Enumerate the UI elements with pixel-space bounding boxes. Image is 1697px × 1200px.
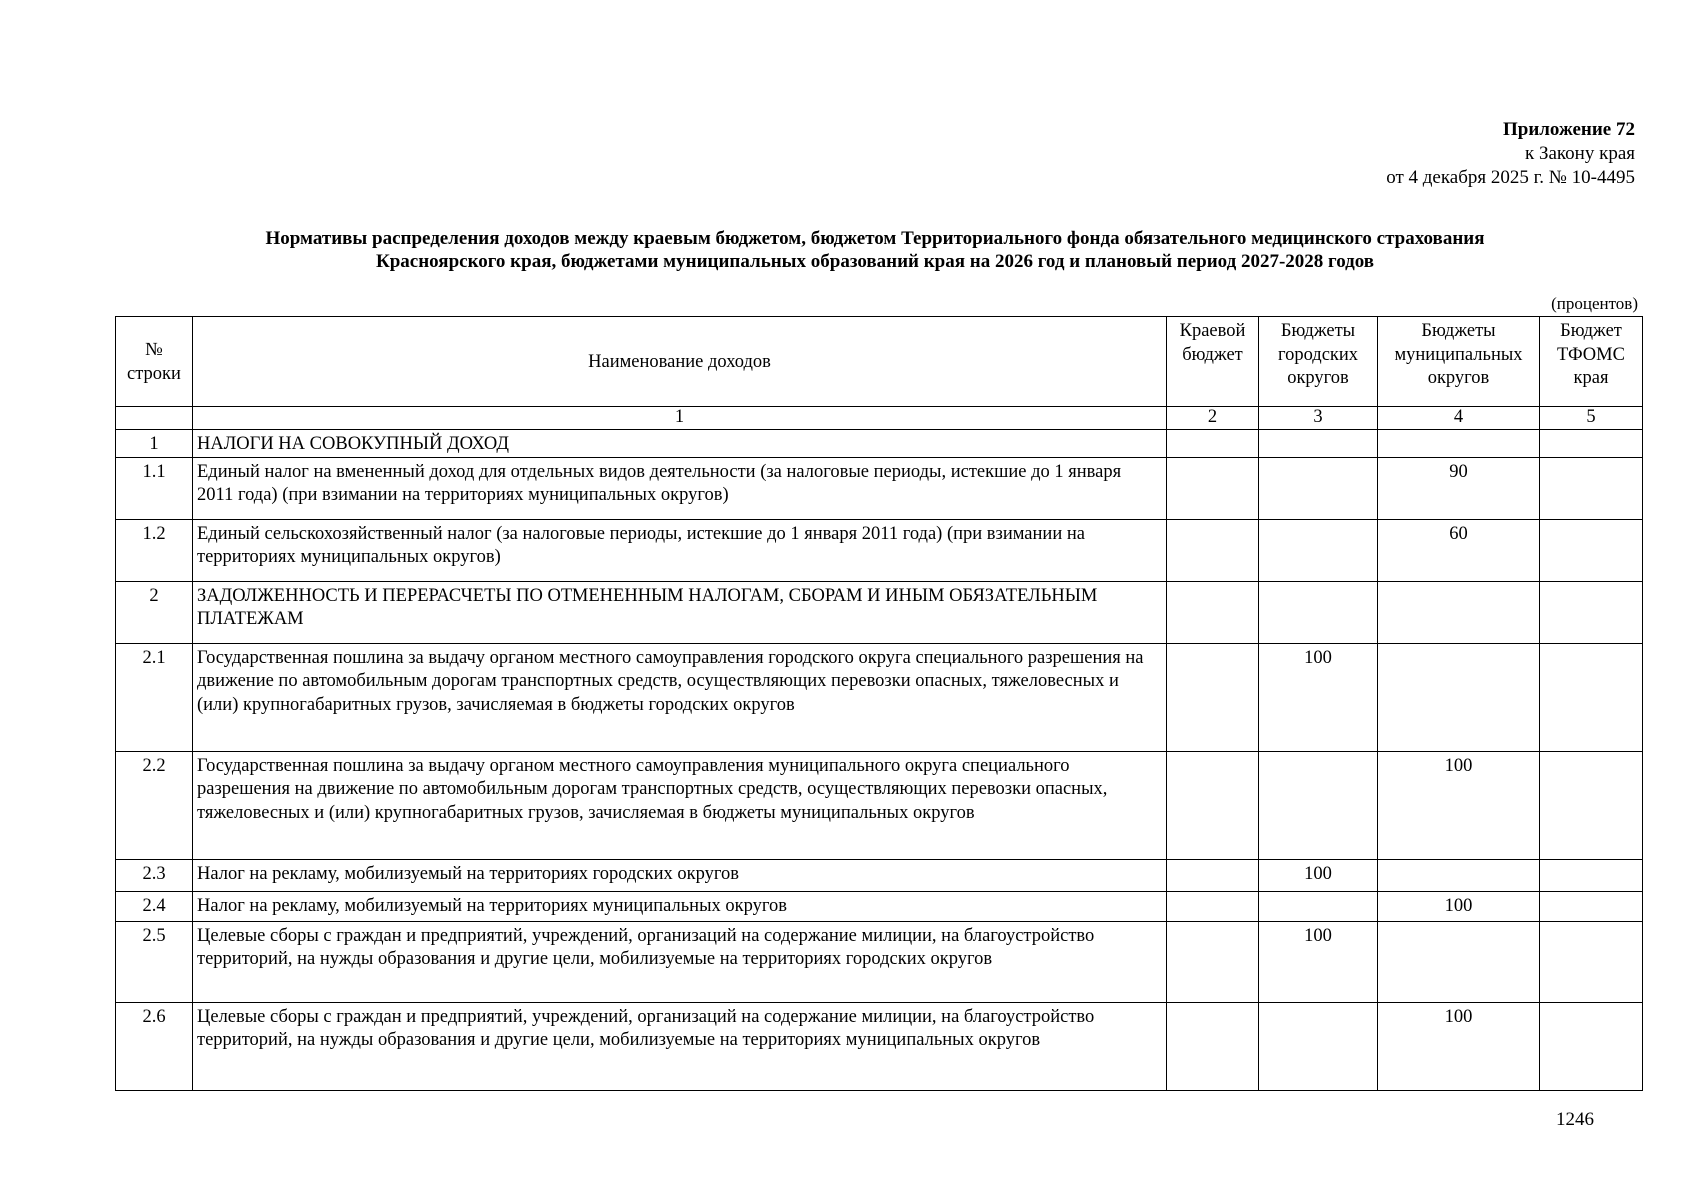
table-header-row [116, 317, 1643, 407]
column-number: 5 [1540, 407, 1643, 430]
header-row-number: № строки [116, 317, 193, 407]
tfoms-budget-cell [1540, 519, 1643, 581]
tfoms-budget-cell [1540, 891, 1643, 921]
city-budgets-cell: 100 [1259, 859, 1378, 891]
table-row [116, 921, 1643, 1002]
row-number-cell: 2 [116, 581, 193, 643]
income-name-cell: Целевые сборы с граждан и предприятий, учреждений, организаций на содержание милиции, на благоустройство территорий, на нужды образования и другие цели, мобилизуемые на территориях муниципальных округов [193, 1002, 1167, 1090]
table-row [116, 643, 1643, 751]
appendix-law-line: к Закону края [1524, 143, 1635, 164]
document-title [150, 227, 1600, 273]
row-number-cell: 1.1 [116, 457, 193, 519]
city-budgets-cell [1259, 891, 1378, 921]
regional-budget-cell [1167, 921, 1259, 1002]
column-number: 2 [1167, 407, 1259, 430]
income-name-cell: НАЛОГИ НА СОВОКУПНЫЙ ДОХОД [193, 430, 1167, 458]
income-name-cell: Государственная пошлина за выдачу органом местного самоуправления муниципального округа специального разрешения на движение по автомобильным дорогам транспортных средств, осуществляющих перевозки опасных, тяжеловесных и (или) крупногабаритных грузов, зачисляемая в бюджеты муниципальных округов [193, 751, 1167, 859]
tfoms-budget-cell [1540, 751, 1643, 859]
regional-budget-cell [1167, 859, 1259, 891]
tfoms-budget-cell [1540, 921, 1643, 1002]
city-budgets-cell: 100 [1259, 643, 1378, 751]
regional-budget-cell [1167, 581, 1259, 643]
municipal-budgets-cell [1378, 430, 1540, 458]
municipal-budgets-cell: 100 [1378, 891, 1540, 921]
regional-budget-cell [1167, 643, 1259, 751]
document-title-line-1: Нормативы распределения доходов между краевым бюджетом, бюджетом Территориального фонда обязательного медицинского страхования [265, 228, 1485, 249]
column-number-blank [116, 407, 193, 430]
income-name-cell: Единый налог на вмененный доход для отдельных видов деятельности (за налоговые периоды, истекшие до 1 января 2011 года) (при взимании на территориях муниципальных округов) [193, 457, 1167, 519]
table-row [116, 891, 1643, 921]
row-number-cell: 2.1 [116, 643, 193, 751]
row-number-cell: 1 [116, 430, 193, 458]
income-name-cell: ЗАДОЛЖЕННОСТЬ И ПЕРЕРАСЧЕТЫ ПО ОТМЕНЕННЫМ НАЛОГАМ, СБОРАМ И ИНЫМ ОБЯЗАТЕЛЬНЫМ ПЛАТЕЖАМ [193, 581, 1167, 643]
tfoms-budget-cell [1540, 581, 1643, 643]
city-budgets-cell: 100 [1259, 921, 1378, 1002]
income-distribution-table [115, 316, 1643, 1091]
appendix-date-line: от 4 декабря 2025 г. № 10-4495 [1386, 167, 1635, 188]
municipal-budgets-cell [1378, 581, 1540, 643]
regional-budget-cell [1167, 457, 1259, 519]
table-row [116, 457, 1643, 519]
document-title-line-2: Красноярского края, бюджетами муниципальных образований края на 2026 год и плановый период 2027-2028 годов [375, 251, 1375, 272]
column-number: 4 [1378, 407, 1540, 430]
city-budgets-cell [1259, 581, 1378, 643]
regional-budget-cell [1167, 430, 1259, 458]
municipal-budgets-cell: 100 [1378, 1002, 1540, 1090]
page-number: 1246 [1556, 1109, 1594, 1130]
appendix-heading: Приложение 72 [1502, 119, 1635, 140]
tfoms-budget-cell [1540, 457, 1643, 519]
city-budgets-cell [1259, 430, 1378, 458]
table-row [116, 1002, 1643, 1090]
row-number-cell: 2.6 [116, 1002, 193, 1090]
tfoms-budget-cell [1540, 430, 1643, 458]
table-row [116, 859, 1643, 891]
row-number-cell: 2.4 [116, 891, 193, 921]
appendix-reference [1386, 118, 1635, 190]
table-row [116, 519, 1643, 581]
municipal-budgets-cell [1378, 859, 1540, 891]
row-number-cell: 2.5 [116, 921, 193, 1002]
city-budgets-cell [1259, 519, 1378, 581]
municipal-budgets-cell [1378, 643, 1540, 751]
table-row [116, 430, 1643, 458]
municipal-budgets-cell: 60 [1378, 519, 1540, 581]
income-name-cell: Государственная пошлина за выдачу органом местного самоуправления городского округа специального разрешения на движение по автомобильным дорогам транспортных средств, осуществляющих перевозки опасных, тяжеловесных и (или) крупногабаритных грузов, зачисляемая в бюджеты городских округов [193, 643, 1167, 751]
tfoms-budget-cell [1540, 859, 1643, 891]
income-name-cell: Целевые сборы с граждан и предприятий, учреждений, организаций на содержание милиции, на благоустройство территорий, на нужды образования и другие цели, мобилизуемые на территориях городских округов [193, 921, 1167, 1002]
header-income-name: Наименование доходов [193, 317, 1167, 407]
municipal-budgets-cell [1378, 921, 1540, 1002]
income-name-cell: Налог на рекламу, мобилизуемый на территориях городских округов [193, 859, 1167, 891]
regional-budget-cell [1167, 519, 1259, 581]
header-city-budgets: Бюджеты городских округов [1259, 317, 1378, 407]
income-name-cell: Единый сельскохозяйственный налог (за налоговые периоды, истекшие до 1 января 2011 года) (при взимании на территориях муниципальных округов) [193, 519, 1167, 581]
municipal-budgets-cell: 100 [1378, 751, 1540, 859]
regional-budget-cell [1167, 751, 1259, 859]
income-name-cell: Налог на рекламу, мобилизуемый на территориях муниципальных округов [193, 891, 1167, 921]
tfoms-budget-cell [1540, 643, 1643, 751]
row-number-cell: 1.2 [116, 519, 193, 581]
header-tfoms-budget: Бюджет ТФОМС края [1540, 317, 1643, 407]
table-row [116, 581, 1643, 643]
regional-budget-cell [1167, 1002, 1259, 1090]
city-budgets-cell [1259, 1002, 1378, 1090]
city-budgets-cell [1259, 457, 1378, 519]
municipal-budgets-cell: 90 [1378, 457, 1540, 519]
header-municipal-budgets: Бюджеты муниципальных округов [1378, 317, 1540, 407]
header-regional-budget: Краевой бюджет [1167, 317, 1259, 407]
city-budgets-cell [1259, 751, 1378, 859]
tfoms-budget-cell [1540, 1002, 1643, 1090]
column-number: 1 [193, 407, 1167, 430]
row-number-cell: 2.3 [116, 859, 193, 891]
regional-budget-cell [1167, 891, 1259, 921]
column-number: 3 [1259, 407, 1378, 430]
units-note: (процентов) [1551, 294, 1638, 313]
column-numbers-row [116, 407, 1643, 430]
table-row [116, 751, 1643, 859]
row-number-cell: 2.2 [116, 751, 193, 859]
